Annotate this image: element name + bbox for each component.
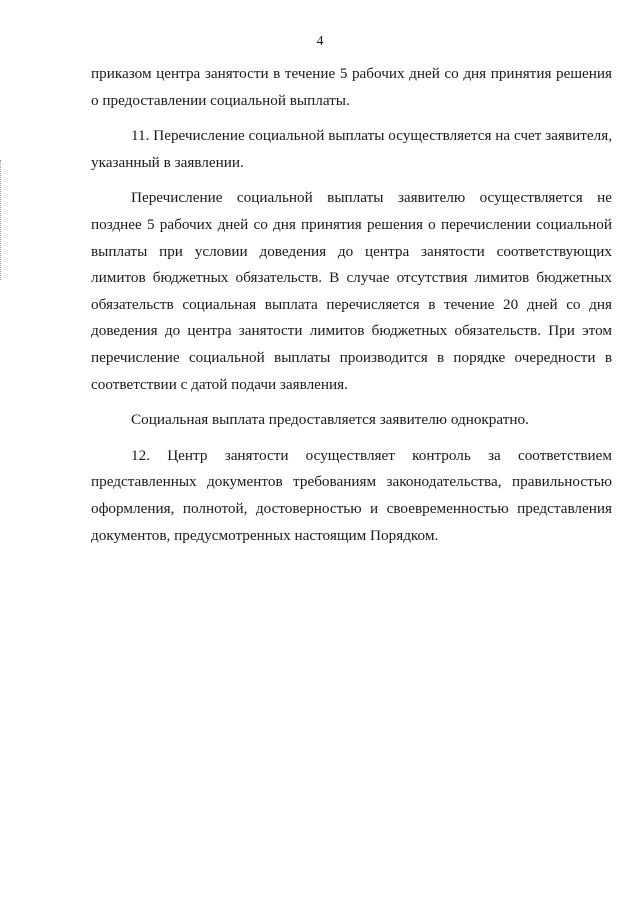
document-body xyxy=(91,61,612,549)
paragraph-item-11: 11. Перечисление социальной выплаты осуществляется на счет заявителя, указанный в заявлении. xyxy=(91,127,612,171)
scan-edge-mark xyxy=(0,160,3,280)
paragraph-transfer-terms: Перечисление социальной выплаты заявителю осуществляется не позднее 5 рабочих дней со дня принятия решения о перечислении социальной выплаты при условии доведения до центра занятости соответствующих лимитов бюджетных обязательств. В случае отсутствия лимитов бюджетных обязательств социальная выплата перечисляется в течение 20 дней со дня доведения до центра занятости лимитов бюджетных обязательств. При этом перечисление социальной выплаты производится в порядке очередности в соответствии с датой подачи заявления. xyxy=(91,189,612,393)
page-number: 4 xyxy=(316,34,324,49)
paragraph-continuation: приказом центра занятости в течение 5 рабочих дней со дня принятия решения о предоставлении социальной выплаты. xyxy=(91,65,612,109)
paragraph-one-time-payment: Социальная выплата предоставляется заявителю однократно. xyxy=(131,411,529,429)
paragraph-item-12: 12. Центр занятости осуществляет контроль за соответствием представленных документов требованиям законодательства, правильностью оформления, полнотой, достоверностью и своевременностью представления документов, предусмотренных настоящим Порядком. xyxy=(91,446,612,544)
